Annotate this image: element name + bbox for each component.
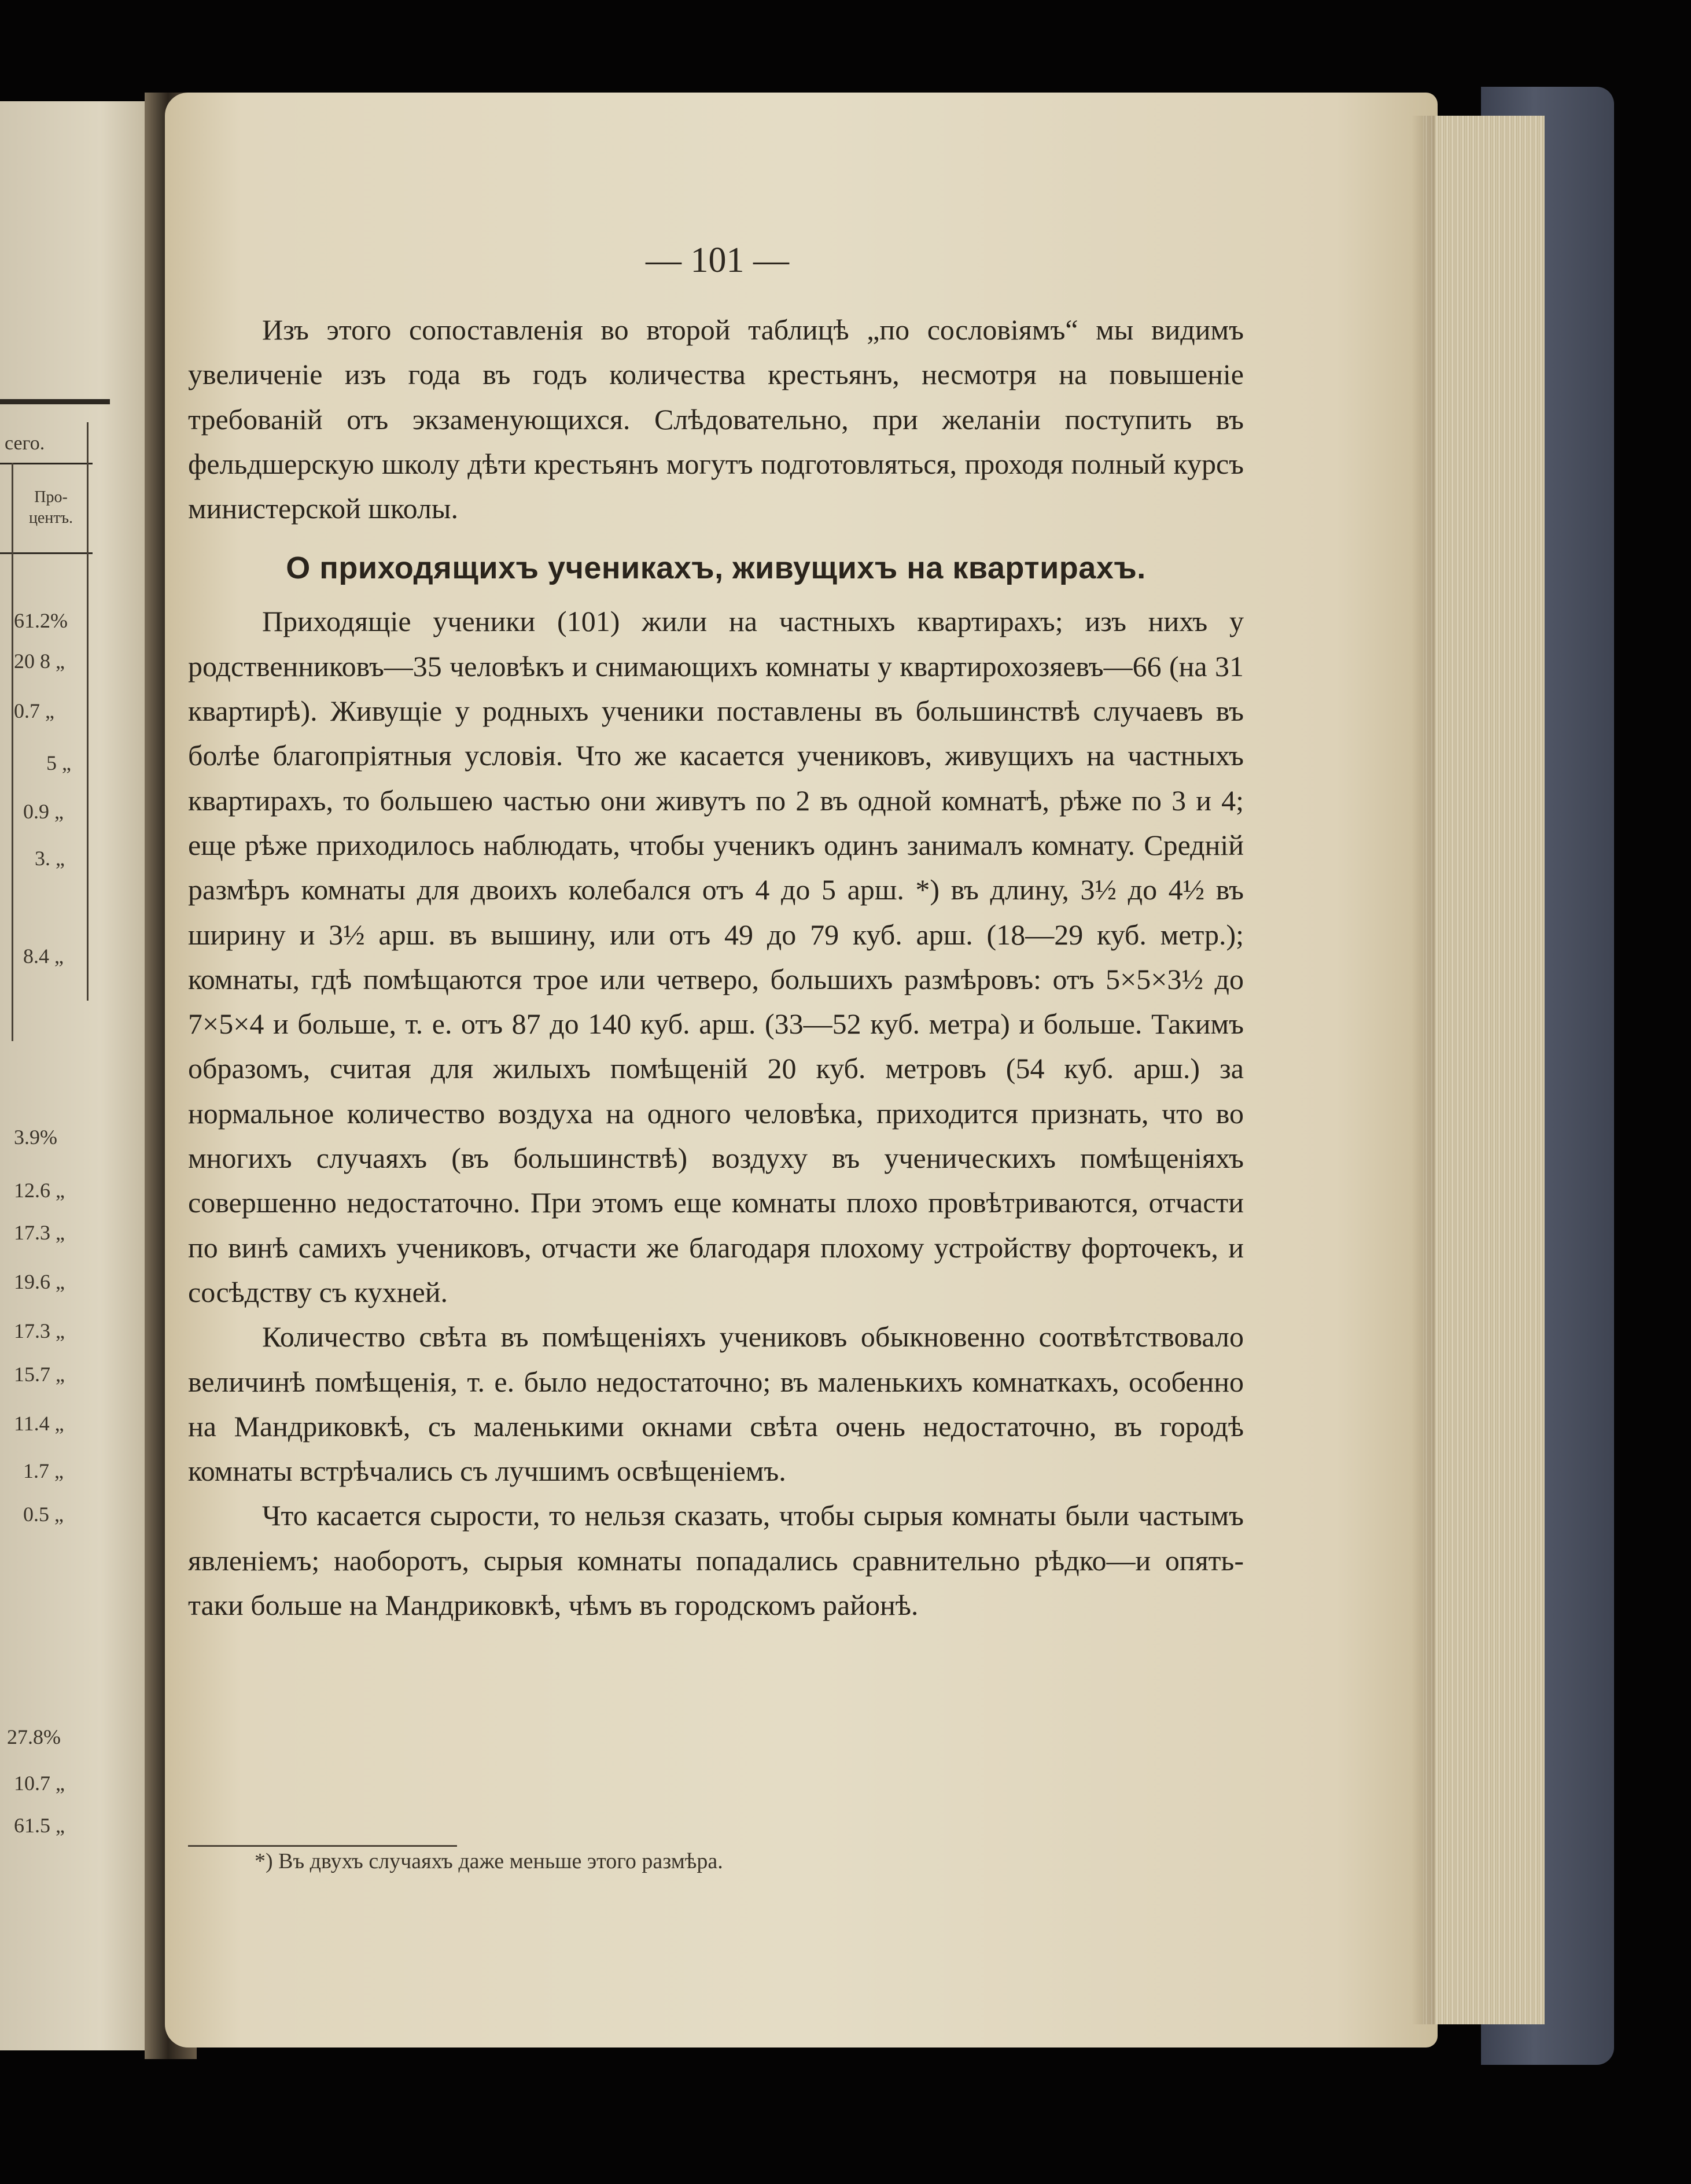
left-table-header-fragment: сего. <box>5 433 45 454</box>
left-value: 20 8 „ <box>14 650 65 673</box>
left-value: 17.3 „ <box>14 1221 65 1244</box>
left-table-top-rule <box>0 399 110 404</box>
left-value: 12.6 „ <box>14 1179 65 1202</box>
left-value: 27.8% <box>7 1725 61 1748</box>
left-value: 10.7 „ <box>14 1772 65 1795</box>
left-value: 8.4 „ <box>23 945 64 968</box>
page-number: — 101 — <box>646 241 789 280</box>
paragraph-1: Изъ этого сопоставленія во второй таблицѣ „по сословіямъ“ мы видимъ увеличеніе изъ года въ годъ количества крестьянъ, несмотря на повышеніе требованій отъ экзаменующихся. Слѣдовательно, при желаніи поступить въ фельдшерскую школу дѣти крестьянъ могутъ подготовляться, проходя полный курсъ министерской школы. <box>188 313 1244 525</box>
page-edges-stack <box>1423 116 1545 2024</box>
left-facing-page <box>0 101 168 2050</box>
left-value: 0.9 „ <box>23 800 64 823</box>
left-table-header-rule <box>0 463 93 464</box>
left-value: 3. „ <box>35 847 65 870</box>
paragraph-4: Что касается сырости, то нельзя сказать, чтобы сырыя комнаты были частымъ явленіемъ; наоборотъ, сырыя комнаты попадались сравнительно рѣдко—и опять-таки больше на Мандриковкѣ, чѣмъ въ городскомъ районѣ. <box>188 1499 1244 1622</box>
paragraph-2: Приходящіе ученики (101) жили на частныхъ квартирахъ; изъ нихъ у родственниковъ—35 человѣкъ и снимающихъ комнаты у квартирохозяевъ—66 (на 31 квартирѣ). Живущіе у родныхъ ученики поставлены въ большинствѣ случаевъ въ болѣе благопріятныя условія. Что же касается учениковъ, живущихъ на частныхъ квартирахъ, то большею частью они живутъ по 2 въ одной комнатѣ, рѣже по 3 и 4; еще рѣже приходилось наблюдать, чтобы ученикъ одинъ занималъ комнату. Среднiй размѣръ комнаты для двоихъ колебался отъ 4 до 5 арш. *) въ длину, 3½ до 4½ въ ширину и 3½ арш. въ вышину, или отъ 49 до 79 куб. арш. (18—29 куб. метр.); комнаты, гдѣ помѣщаются трое или четверо, большихъ размѣровъ: отъ 5×5×3½ до 7×5×4 и больше, т. е. отъ 87 до 140 куб. арш. (33—52 куб. метра) и больше. Такимъ образомъ, считая для жилыхъ помѣщеній 20 куб. метровъ (54 куб. арш.) за нормальное количество воздуха на одного человѣка, приходится признать, что во многихъ случаяхъ (въ большинствѣ) воздуху въ ученическихъ помѣщеніяхъ совершенно недостаточно. При этомъ еще комнаты плохо провѣтриваются, отчасти по винѣ самихъ учениковъ, отчасти же благодаря плохому устройству форточекъ, и сосѣдству съ кухней. <box>188 605 1244 1308</box>
paragraph-3: Количество свѣта въ помѣщеніяхъ учениковъ обыкновенно соотвѣтствовало величинѣ помѣщенія, т. е. было недостаточно; въ маленькихъ комнаткахъ, особенно на Мандриковкѣ, съ маленькими окнами свѣта очень недостаточно, въ городѣ комнаты встрѣчались съ лучшимъ освѣщеніемъ. <box>188 1320 1244 1488</box>
page-edges-shadow <box>1412 116 1435 2024</box>
left-table-col-header: Про- центъ. <box>28 488 73 527</box>
left-value: 0.7 „ <box>14 699 54 722</box>
footnote-separator <box>188 1845 457 1847</box>
footnote: *) Въ двухъ случаяхъ даже меньше этого размѣра. <box>255 1849 723 1873</box>
left-value: 61.5 „ <box>14 1814 65 1837</box>
left-value: 15.7 „ <box>14 1363 65 1386</box>
left-value: 3.9% <box>14 1126 57 1149</box>
left-table-vline-b <box>87 422 89 1001</box>
left-value: 61.2% <box>14 609 68 632</box>
left-value: 17.3 „ <box>14 1319 65 1342</box>
left-value: 19.6 „ <box>14 1270 65 1293</box>
left-table-vline-a <box>12 463 13 1041</box>
left-value: 1.7 „ <box>23 1459 64 1482</box>
left-table-subheader-rule <box>0 552 93 554</box>
left-value: 0.5 „ <box>23 1503 64 1526</box>
left-value: 11.4 „ <box>14 1412 64 1435</box>
section-heading: О приходящихъ ученикахъ, живущихъ на квартирахъ. <box>286 551 1146 586</box>
body-text <box>188 308 1244 1628</box>
left-value: 5 „ <box>46 751 71 774</box>
